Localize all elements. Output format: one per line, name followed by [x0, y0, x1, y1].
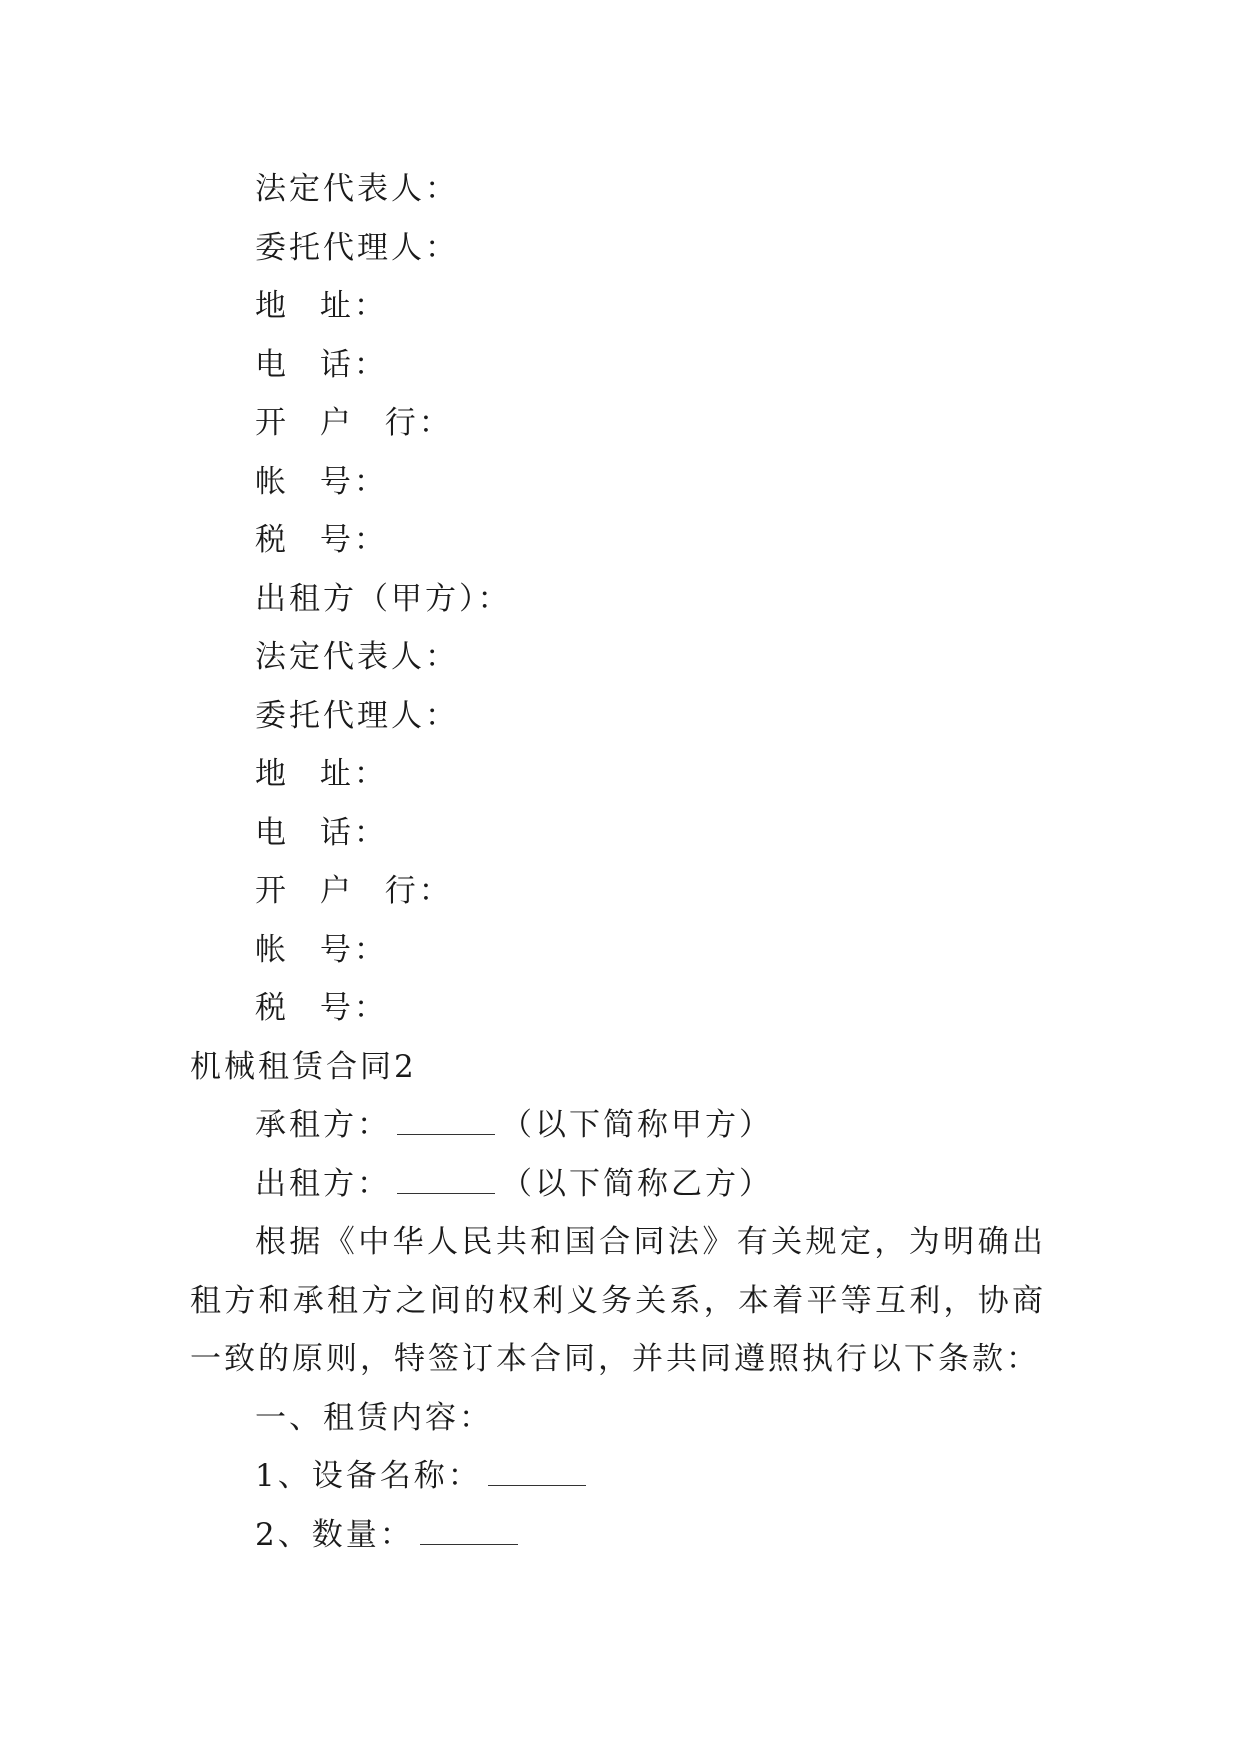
lessee-blank[interactable] — [397, 1112, 495, 1135]
lessor-heading: 出租方（甲方）： — [255, 580, 512, 617]
item1-label: 1、设备名称： — [255, 1458, 482, 1494]
lessor-blank[interactable] — [397, 1171, 495, 1194]
lessee-suffix: （以下简称甲方） — [501, 1107, 773, 1143]
item2-blank[interactable] — [420, 1522, 518, 1545]
lessee-tax-no: 税 号： — [255, 522, 388, 558]
lessee-line — [190, 1096, 1070, 1155]
lessee-account: 帐 号： — [255, 463, 388, 500]
item1-blank[interactable] — [488, 1463, 586, 1486]
item2-line — [190, 1506, 1070, 1565]
lessee-address: 地 址： — [255, 288, 388, 324]
lessor-phone: 电 话： — [255, 814, 388, 851]
item2-label: 2、数量： — [255, 1516, 414, 1553]
section1-title: 一、租赁内容： — [255, 1399, 493, 1436]
lessee-legal-rep: 法定代表人： — [255, 171, 459, 207]
document-body — [190, 160, 1070, 1564]
lessor-bank: 开 户 行： — [255, 873, 453, 909]
lessor-line — [190, 1155, 1070, 1214]
lessor-tax-no: 税 号： — [255, 990, 388, 1026]
lessor-address: 地 址： — [255, 756, 388, 792]
lessee-label: 承租方： — [255, 1107, 391, 1143]
lessor-label: 出租方： — [255, 1165, 391, 1202]
lessor-legal-rep: 法定代表人： — [255, 639, 459, 675]
contract-title: 机械租赁合同2 — [190, 1048, 417, 1085]
item1-line — [190, 1447, 1070, 1506]
lessee-phone: 电 话： — [255, 346, 388, 383]
lessee-bank: 开 户 行： — [255, 405, 453, 441]
lessor-agent: 委托代理人： — [255, 697, 459, 734]
preamble-paragraph: 根据《中华人民共和国合同法》有关规定，为明确出租方和承租方之间的权利义务关系，本着平等互利，协商一致的原则，特签订本合同，并共同遵照执行以下条款： — [190, 1224, 1046, 1377]
lessor-account: 帐 号： — [255, 931, 388, 968]
lessor-suffix: （以下简称乙方） — [501, 1165, 773, 1202]
lessee-agent: 委托代理人： — [255, 229, 459, 266]
